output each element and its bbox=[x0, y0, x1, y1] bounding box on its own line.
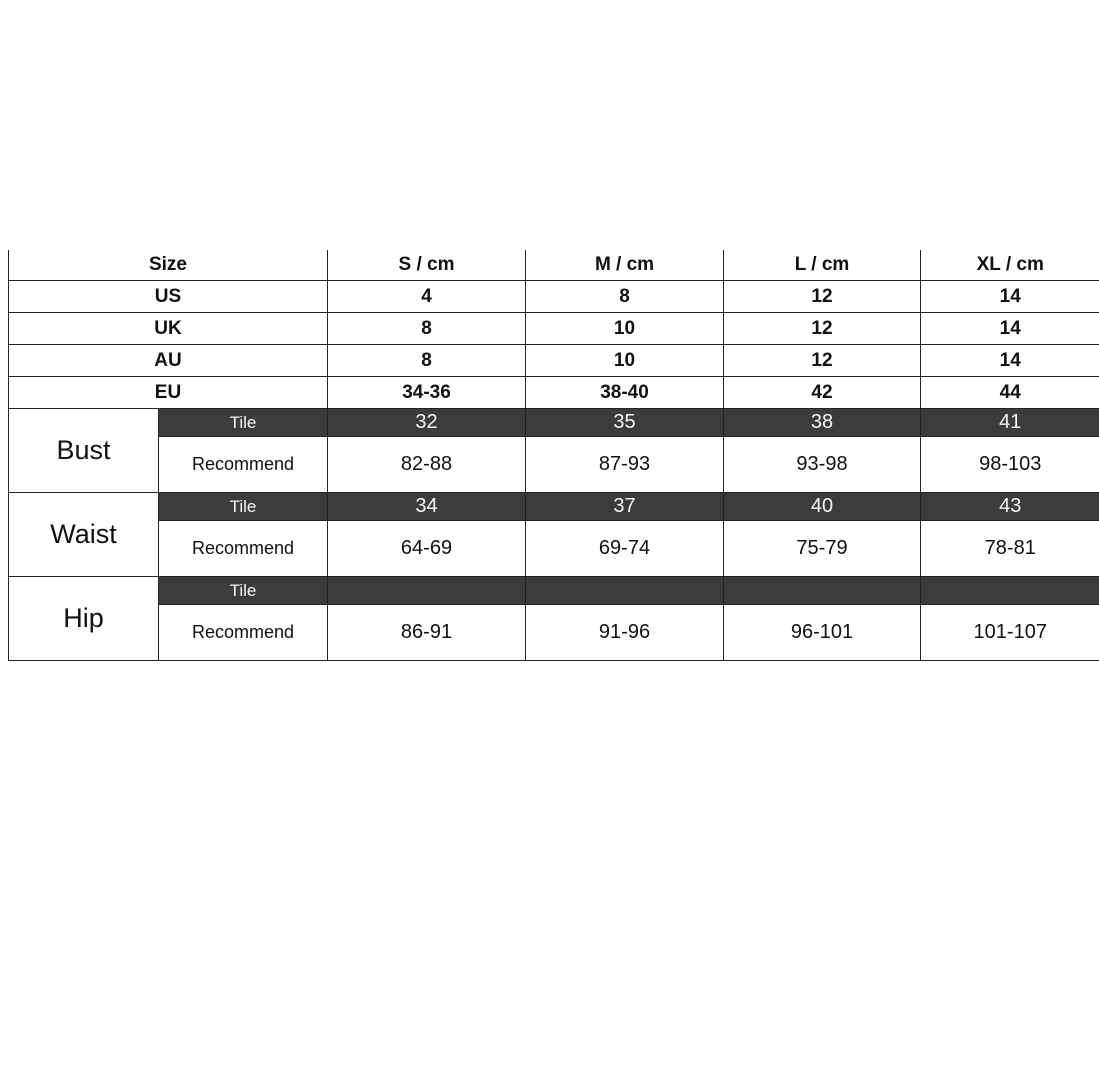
waist-tile-l: 40 bbox=[724, 493, 921, 521]
cell-us-xl: 14 bbox=[921, 281, 1099, 313]
hip-recommend-s: 86-91 bbox=[328, 605, 526, 661]
bust-recommend-l: 93-98 bbox=[724, 437, 921, 493]
waist-recommend-l: 75-79 bbox=[724, 521, 921, 577]
cell-us-m: 8 bbox=[526, 281, 724, 313]
recommend-label: Recommend bbox=[159, 605, 328, 661]
header-row bbox=[9, 250, 1099, 281]
row-label-uk: UK bbox=[9, 313, 328, 345]
cell-au-l: 12 bbox=[724, 345, 921, 377]
hip-recommend-xl: 101-107 bbox=[921, 605, 1099, 661]
table-row-hip-recommend bbox=[9, 605, 1099, 661]
table-row-hip-tile bbox=[9, 577, 1099, 605]
tile-label: Tile bbox=[159, 577, 328, 605]
column-header-s: S / cm bbox=[328, 250, 526, 281]
waist-recommend-m: 69-74 bbox=[526, 521, 724, 577]
bust-recommend-s: 82-88 bbox=[328, 437, 526, 493]
cell-eu-s: 34-36 bbox=[328, 377, 526, 409]
tile-label: Tile bbox=[159, 409, 328, 437]
hip-recommend-m: 91-96 bbox=[526, 605, 724, 661]
column-header-xl: XL / cm bbox=[921, 250, 1099, 281]
table-row-uk bbox=[9, 313, 1099, 345]
bust-recommend-xl: 98-103 bbox=[921, 437, 1099, 493]
recommend-label: Recommend bbox=[159, 521, 328, 577]
hip-tile-s bbox=[328, 577, 526, 605]
hip-tile-l bbox=[724, 577, 921, 605]
bust-recommend-m: 87-93 bbox=[526, 437, 724, 493]
column-header-l: L / cm bbox=[724, 250, 921, 281]
size-header: Size bbox=[9, 250, 328, 281]
bust-tile-l: 38 bbox=[724, 409, 921, 437]
cell-eu-m: 38-40 bbox=[526, 377, 724, 409]
waist-recommend-xl: 78-81 bbox=[921, 521, 1099, 577]
waist-tile-s: 34 bbox=[328, 493, 526, 521]
row-label-us: US bbox=[9, 281, 328, 313]
table-row-bust-recommend bbox=[9, 437, 1099, 493]
table-row-waist-recommend bbox=[9, 521, 1099, 577]
table-row-us bbox=[9, 281, 1099, 313]
table-row-au bbox=[9, 345, 1099, 377]
recommend-label: Recommend bbox=[159, 437, 328, 493]
cell-uk-xl: 14 bbox=[921, 313, 1099, 345]
bust-tile-xl: 41 bbox=[921, 409, 1099, 437]
hip-recommend-l: 96-101 bbox=[724, 605, 921, 661]
cell-uk-l: 12 bbox=[724, 313, 921, 345]
row-label-au: AU bbox=[9, 345, 328, 377]
column-header-m: M / cm bbox=[526, 250, 724, 281]
bust-tile-s: 32 bbox=[328, 409, 526, 437]
table-row-eu bbox=[9, 377, 1099, 409]
cell-eu-xl: 44 bbox=[921, 377, 1099, 409]
size-chart bbox=[8, 250, 1099, 661]
waist-recommend-s: 64-69 bbox=[328, 521, 526, 577]
group-label-hip: Hip bbox=[9, 577, 159, 661]
table-row-waist-tile bbox=[9, 493, 1099, 521]
cell-uk-m: 10 bbox=[526, 313, 724, 345]
group-label-bust: Bust bbox=[9, 409, 159, 493]
cell-au-m: 10 bbox=[526, 345, 724, 377]
size-chart-table bbox=[8, 250, 1099, 661]
cell-us-l: 12 bbox=[724, 281, 921, 313]
hip-tile-m bbox=[526, 577, 724, 605]
row-label-eu: EU bbox=[9, 377, 328, 409]
bust-tile-m: 35 bbox=[526, 409, 724, 437]
group-label-waist: Waist bbox=[9, 493, 159, 577]
cell-au-s: 8 bbox=[328, 345, 526, 377]
waist-tile-m: 37 bbox=[526, 493, 724, 521]
tile-label: Tile bbox=[159, 493, 328, 521]
waist-tile-xl: 43 bbox=[921, 493, 1099, 521]
hip-tile-xl bbox=[921, 577, 1099, 605]
cell-us-s: 4 bbox=[328, 281, 526, 313]
cell-eu-l: 42 bbox=[724, 377, 921, 409]
cell-uk-s: 8 bbox=[328, 313, 526, 345]
table-row-bust-tile bbox=[9, 409, 1099, 437]
cell-au-xl: 14 bbox=[921, 345, 1099, 377]
